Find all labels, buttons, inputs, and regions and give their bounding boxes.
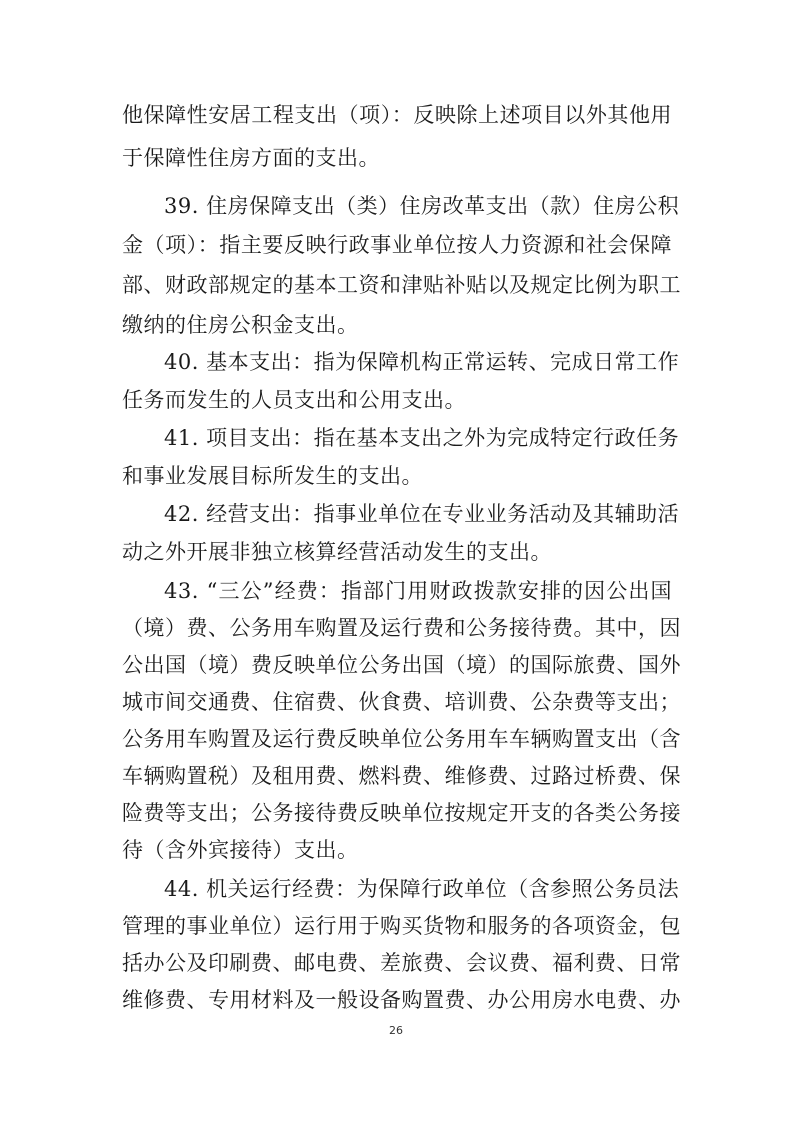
text-line: （境）费、公务用车购置及运行费和公务接待费。其中，因 <box>122 616 681 640</box>
text-line: 公出国（境）费反映单位公务出国（境）的国际旅费、国外 <box>122 653 681 677</box>
text-line: 公务用车购置及运行费反映单位公务用车车辆购置支出（含 <box>122 727 681 751</box>
text-line: 他保障性安居工程支出（项）：反映除上述项目以外其他用 <box>122 103 672 127</box>
text-line: 任务而发生的人员支出和公用支出。 <box>122 388 466 412</box>
text-line: 车辆购置税）及租用费、燃料费、维修费、过路过桥费、保 <box>122 764 681 788</box>
paragraph-first-line: 40. 基本支出：指为保障机构正常运转、完成日常工作 <box>164 350 680 374</box>
text-line: 城市间交通费、住宿费、伙食费、培训费、公杂费等支出； <box>122 690 681 714</box>
text-line: 维修费、专用材料及一般设备购置费、办公用房水电费、办 <box>122 988 681 1012</box>
text-line: 金（项）：指主要反映行政事业单位按人力资源和社会保障 <box>122 233 672 257</box>
text-line: 和事业发展目标所发生的支出。 <box>122 464 423 488</box>
text-line: 括办公及印刷费、邮电费、差旅费、会议费、福利费、日常 <box>122 951 681 975</box>
paragraph-first-line: 39. 住房保障支出（类）住房改革支出（款）住房公积 <box>164 194 680 218</box>
paragraph-first-line: 42. 经营支出：指事业单位在专业业务活动及其辅助活 <box>164 502 680 526</box>
paragraph-first-line: 43. “三公”经费：指部门用财政拨款安排的因公出国 <box>164 579 672 603</box>
text-line: 于保障性住房方面的支出。 <box>122 146 380 170</box>
paragraph-first-line: 41. 项目支出：指在基本支出之外为完成特定行政任务 <box>164 426 680 450</box>
page-number: 26 <box>389 1024 403 1037</box>
text-line: 缴纳的住房公积金支出。 <box>122 313 359 337</box>
text-line: 管理的事业单位）运行用于购买货物和服务的各项资金，包 <box>122 914 681 938</box>
text-line: 动之外开展非独立核算经营活动发生的支出。 <box>122 540 552 564</box>
text-line: 部、财政部规定的基本工资和津贴补贴以及规定比例为职工 <box>122 273 681 297</box>
text-line: 险费等支出；公务接待费反映单位按规定开支的各类公务接 <box>122 801 681 825</box>
text-line: 待（含外宾接待）支出。 <box>122 838 359 862</box>
paragraph-first-line: 44. 机关运行经费：为保障行政单位（含参照公务员法 <box>164 877 680 901</box>
